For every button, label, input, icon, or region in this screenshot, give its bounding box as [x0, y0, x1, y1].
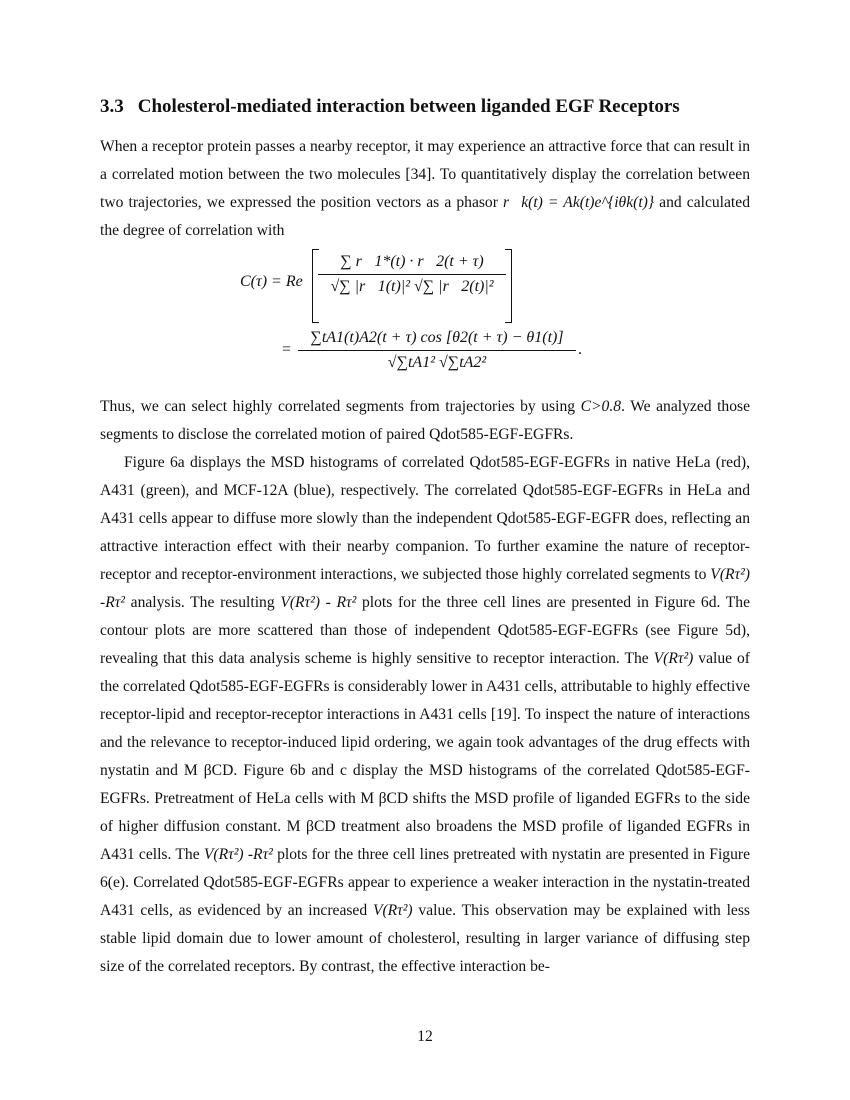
- paragraph-3-text-c: plots for the three cell lines are presented in Figure 6d. The contour plots are more scattered than those of independent Qdot585-EGF-EGFRs (see Figure 5d), revealing that this data analysis scheme is highly sensitive to receptor interaction. The: [100, 593, 751, 667]
- equation-denominator-1: √∑ |r⃗1(t)|² √∑ |r⃗2(t)|²: [330, 277, 494, 295]
- paragraph-3: [100, 449, 750, 981]
- math-term-vr-dash-r-2: V(Rτ²) -Rτ²: [203, 845, 273, 863]
- paragraph-3-text-d: value of the correlated Qdot585-EGF-EGFRs is considerably lower in A431 cells, attributable to highly effective receptor-lipid and receptor-receptor interactions in A431 cells [19]. To inspect the nature of interactions and the relevance to receptor-induced lipid ordering, we again took advantages of the drug effects with nystatin and M βCD. Figure 6b and c display the MSD histograms of the correlated Qdot585-EGF-EGFRs. Pretreatment of HeLa cells with M βCD shifts the MSD profile of liganded EGFRs to the side of higher diffusion constant. M βCD treatment also broadens the MSD profile of liganded EGFRs in A431 cells. The: [100, 649, 750, 863]
- paragraph-3-text-f: value. This observation may be explained with less stable lipid domain due to lower amount of cholesterol, resulting in larger variance of diffusing step size of the correlated receptors. By contrast, the effective interaction be-: [100, 901, 750, 975]
- math-term-vr-dash-r: V(Rτ²) -Rτ²: [100, 565, 750, 611]
- correlation-condition: C>0.8: [580, 397, 622, 415]
- paragraph-1: [100, 133, 750, 245]
- paragraph-3-text-a: Figure 6a displays the MSD histograms of correlated Qdot585-EGF-EGFRs in native HeLa (red), A431 (green), and MCF-12A (blue), respectively. The correlated Qdot585-EGF-EGFRs in HeLa and A431 cells appear to diffuse more slowly than the independent Qdot585-EGF-EGFR does, reflecting an attractive interaction effect with their nearby companion. To further examine the nature of receptor-receptor and receptor-environment interactions, we subjected those highly correlated segments to: [100, 453, 750, 583]
- paragraph-2-text-b: . We analyzed those segments to disclose the correlated motion of paired Qdot585-EGF-EGFRs.: [100, 397, 751, 443]
- equation-lhs: C(τ) = Re: [240, 272, 303, 290]
- equation-fraction-2: [298, 329, 576, 372]
- math-term-vr-spaced-r: V(Rτ²) - Rτ²: [280, 593, 357, 611]
- paragraph-3-text-e: plots for the three cell lines pretreated with nystatin are presented in Figure 6(e). Correlated Qdot585-EGF-EGFRs appear to experience a weaker interaction in the nystatin-treated A431 cells, as evidenced by an increased: [100, 845, 750, 919]
- correlation-equation: [100, 247, 750, 387]
- section-number: 3.3: [100, 96, 124, 117]
- paragraph-2: [100, 393, 750, 449]
- equation-period: .: [578, 340, 582, 358]
- phasor-expression: r⃗k(t) = Ak(t)e^{iθk(t)}: [503, 193, 655, 211]
- equation-numerator-1: ∑ r⃗1*(t) · r⃗2(t + τ): [340, 252, 484, 270]
- section-title: Cholesterol-mediated interaction between liganded EGF Receptors: [137, 96, 680, 117]
- paragraph-1-text-b: and calculated the degree of correlation with: [100, 193, 750, 239]
- equation-equals: =: [282, 340, 292, 358]
- paragraph-3-text-b: analysis. The resulting: [124, 593, 281, 611]
- math-term-vr: V(Rτ²): [653, 649, 694, 667]
- equation-fraction-1: [318, 253, 506, 296]
- page-number: 12: [417, 1028, 433, 1045]
- page-body: [100, 96, 750, 981]
- equation-denominator-2: √∑tA1² √∑tA2²: [387, 353, 487, 371]
- paragraph-2-text-a: Thus, we can select highly correlated segments from trajectories by using: [100, 397, 581, 415]
- section-heading: [100, 96, 750, 119]
- math-term-vr-2: V(Rτ²): [372, 901, 413, 919]
- equation-numerator-2: ∑tA1(t)A2(t + τ) cos [θ2(t + τ) − θ1(t)]: [310, 328, 564, 346]
- paragraph-1-text-a: When a receptor protein passes a nearby receptor, it may experience an attractive force that can result in a correlated motion between the two molecules [34]. To quantitatively display the correlation between two trajectories, we expressed the position vectors as a phasor: [100, 137, 750, 211]
